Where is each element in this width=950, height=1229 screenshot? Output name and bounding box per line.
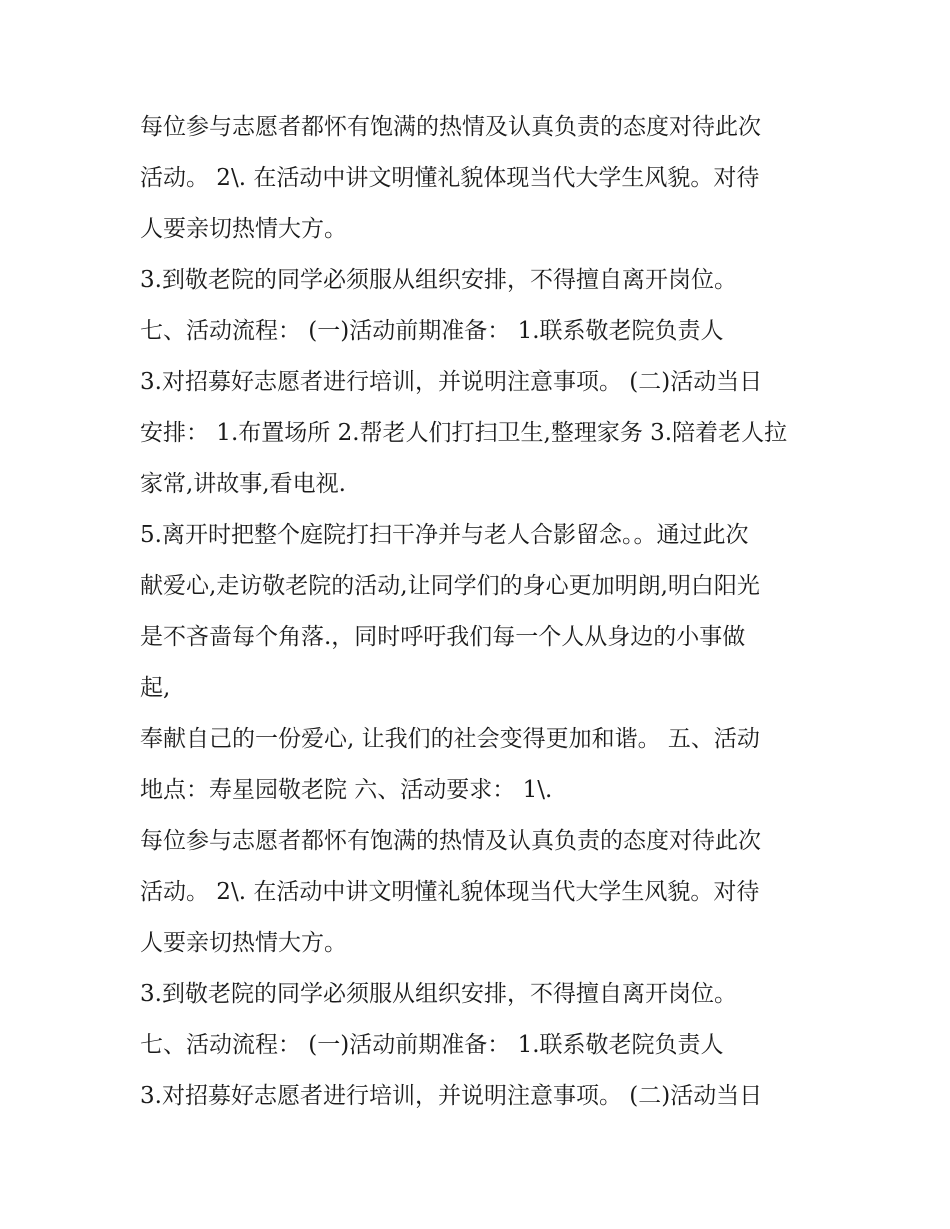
text-line: 3.到敬老院的同学必须服从组织安排，不得擅自离开岗位。 <box>140 267 737 293</box>
text-line: 地点：寿星园敬老院 六、活动要求： 1\. <box>140 777 553 803</box>
text-line: 安排： 1.布置场所 2.帮老人们打扫卫生,整理家务 3.陪着老人拉 <box>140 420 788 446</box>
text-line: 献爱心,走访敬老院的活动,让同学们的身心更加明朗,明白阳光 <box>140 573 760 599</box>
text-line: 人要亲切热情大方。 <box>140 930 347 956</box>
text-line: 3.到敬老院的同学必须服从组织安排，不得擅自离开岗位。 <box>140 981 737 1007</box>
text-line: 起, <box>140 675 171 701</box>
text-line: 3.对招募好志愿者进行培训，并说明注意事项。 (二)活动当日 <box>140 369 763 395</box>
text-line: 七、活动流程： (一)活动前期准备： 1.联系敬老院负责人 <box>140 318 724 344</box>
text-line: 人要亲切热情大方。 <box>140 216 347 242</box>
text-line: 是不吝啬每个角落.，同时呼吁我们每一个人从身边的小事做 <box>140 624 746 650</box>
document-body <box>140 102 840 1122</box>
text-line: 奉献自己的一份爱心, 让我们的社会变得更加和谐。 五、活动 <box>140 726 760 752</box>
text-line: 活动。 2\. 在活动中讲文明懂礼貌体现当代大学生风貌。对待 <box>140 879 760 905</box>
text-line: 七、活动流程： (一)活动前期准备： 1.联系敬老院负责人 <box>140 1032 724 1058</box>
text-line: 每位参与志愿者都怀有饱满的热情及认真负责的态度对待此次 <box>140 828 761 854</box>
text-line: 活动。 2\. 在活动中讲文明懂礼貌体现当代大学生风貌。对待 <box>140 165 760 191</box>
text-line: 家常,讲故事,看电视. <box>140 471 346 497</box>
text-line: 5.离开时把整个庭院打扫干净并与老人合影留念。。通过此次 <box>140 522 749 548</box>
text-line: 每位参与志愿者都怀有饱满的热情及认真负责的态度对待此次 <box>140 114 761 140</box>
text-line: 3.对招募好志愿者进行培训，并说明注意事项。 (二)活动当日 <box>140 1083 763 1109</box>
